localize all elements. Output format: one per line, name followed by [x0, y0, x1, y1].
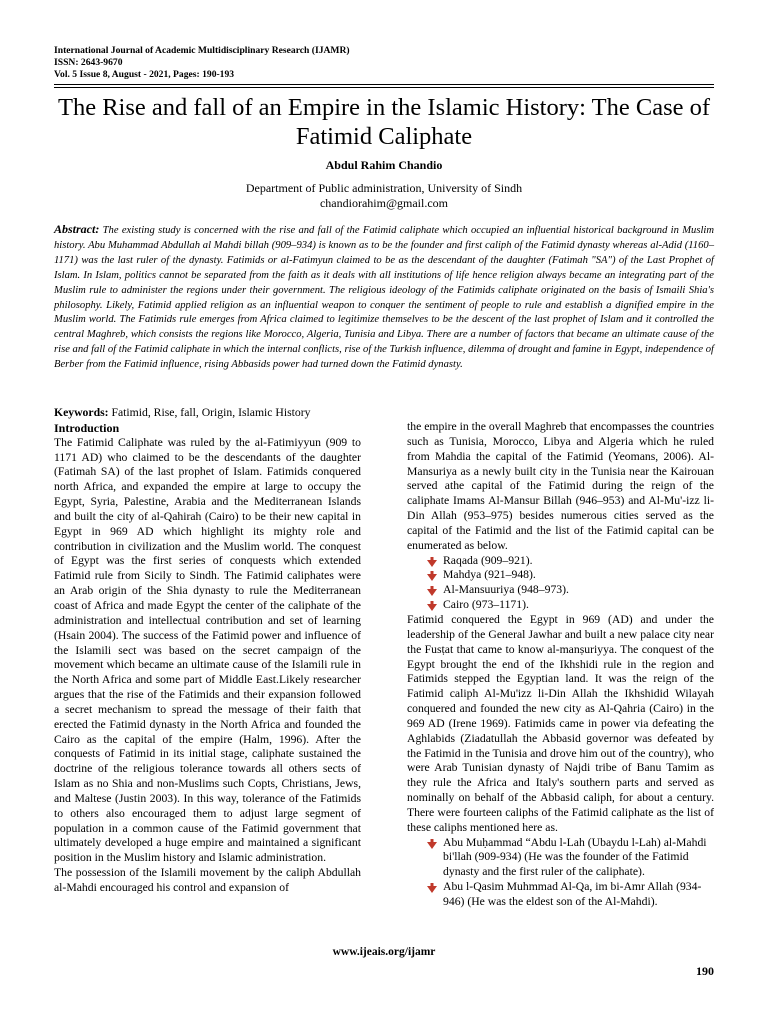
- arrow-bullet-icon: [427, 557, 437, 567]
- author-affiliation: [54, 181, 714, 211]
- caliph-item-text: Abu l-Qasim Muhmmad Al-Qa, im bi-Amr Allah (934-946) (He was the eldest son of the Al-Mahdi).: [443, 880, 702, 908]
- paper-title: The Rise and fall of an Empire in the Islamic History: The Case of Fatimid Caliphate: [57, 94, 711, 150]
- list-item: [407, 836, 714, 881]
- abstract-label: Abstract:: [54, 222, 100, 236]
- keywords-label: Keywords:: [54, 406, 109, 419]
- author-name: Abdul Rahim Chandio: [325, 158, 443, 172]
- arrow-bullet-icon: [427, 839, 437, 849]
- arrow-bullet-icon: [427, 586, 437, 596]
- intro-paragraph-2: The possession of the Islamili movement by the caliph Abdullah al-Mahdi encouraged his control and expansion of: [54, 866, 361, 894]
- arrow-bullet-icon: [427, 571, 437, 581]
- right-paragraph-2: Fatimid conquered the Egypt in 969 (AD) and under the leadership of the General Jawhar and built a new palace city near the Fusṭat that came to know al-manṣuriyya. The conquest of the Egypt brought the end of the Ikhshidi rule in the region and Fatimids stepped the Egyptian land. It was the reign of the Fatimid caliph Al-Mu'izz li-Din Allah the Ikhshidid Wilayah conquered and founded the new city as Al-Qahria (Cairo) in the 969 AD (Irene 1969). Fatimids came in power via defeating the Aghlabids (Ziadatullah the Abbasid governor was defeated by the Fatimid in the Tunisia and drove him out of the country), who were Arab Tunisian dynasty of Najdi tribe of Banu Tamim as they rule the Africa and Italy's southern parts and served as nominally on behalf of the Abbasid caliph, for about a century. There were fourteen caliphs of the Fatimid caliphate as the list of these caliphs mentioned here as.: [407, 612, 714, 834]
- affiliation-text: Department of Public administration, University of Sindh: [245, 181, 523, 195]
- capital-item-text: Mahdya (921–948).: [443, 568, 536, 582]
- abstract: [54, 222, 714, 373]
- footer-url[interactable]: www.ijeais.org/ijamr: [332, 946, 436, 958]
- right-paragraph-1: the empire in the overall Maghreb that encompasses the countries such as Tunisia, Morocco, Libya and Algeria which he ruled from Mahdia the capital of the Fatimid (Yeomans, 2006). Al-Mansuriya as a newly built city in the Tunisia near the Kairouan served athe capital of the Fatimid during the reign of the caliphate Imams Al-Mansur Billah (946–953) and Al-Mu'-izz li-Din Allah (953–975) besides numerous cities served as the capital of the Fatimid and the list of the Fatimid capital can be enumerated as below.: [407, 420, 714, 552]
- keywords: [54, 406, 361, 421]
- abstract-text: The existing study is concerned with the rise and fall of the Fatimid caliphate which occupied an influential historical background in Muslim history. Abu Muhammad Abdullah al Mahdi billah (909–934) is known as to be the founder and first caliph of the Fatimid dynasty whereas al-Adid (1160–1171) was the last ruler of the dynasty. Fatimids or al-Fatimyun claimed to be as the descendant of the daughter (Fatimah "SA") of the Last Prophet of Islam. In Islam, politics cannot be separated from the faith as it deals with all institutions of life hence religion always became an integrating part of the Muslim rule to administer the regions under their government. The religious ideology of the Fatimids caliphate originated on the basis of Ismaili Shia's philosophy. Likely, Fatimid applied religion as an influential weapon to conquer the sentiment of people to rule and establish a dignified empire in the Muslim world. The Fatimids rule emerges from Africa claimed to legitimize themselves to be the descent of the last prophet of Islam and it controlled the central Maghreb, which consists the regions like Morocco, Algeria, Tunisia and Libya. There are a number of factors that became an ultimate cause of the rise and fall of the Fatimid caliphate in which the internal conflicts, rise of the Turkish influence, dilemma of drought and famine in Egypt, independence of Berber from the Fatimid influence, rising Abbasids power had turned down the Fatimid dynasty.: [54, 225, 714, 371]
- header-rule-bottom: [54, 87, 714, 88]
- list-item: [407, 554, 714, 569]
- capital-item-text: Raqada (909–921).: [443, 553, 533, 567]
- list-item: [407, 568, 714, 583]
- left-column: [54, 406, 361, 896]
- capital-item-text: Cairo (973–1171).: [443, 598, 529, 612]
- caliph-item-text: Abu Muḥammad “Abdu l-Lah (Ubaydu l-Lah) al-Mahdi bi'llah (909-934) (He was the founder of the Fatimid dynasty and the first ruler of the caliphate).: [443, 835, 707, 879]
- journal-issn: ISSN: 2643-9670: [54, 57, 123, 69]
- arrow-bullet-icon: [427, 883, 437, 893]
- page-number: 190: [696, 964, 714, 978]
- header-rule-top: [54, 84, 714, 85]
- list-item: [407, 880, 714, 910]
- journal-name: International Journal of Academic Multidisciplinary Research (IJAMR): [54, 45, 350, 56]
- capital-item-text: Al-Mansuuriya (948–973).: [443, 583, 569, 597]
- caliphs-list: [407, 836, 714, 910]
- arrow-bullet-icon: [427, 601, 437, 611]
- list-item: [407, 583, 714, 598]
- intro-paragraph-1: The Fatimid Caliphate was ruled by the al-Fatimiyyun (909 to 1171 AD) who claimed to be the descendants of the daughter (Fatimah SA) of the last prophet of Islam. Fatimids conquered north Africa, and expanded the empire at large to occupy the Egypt, Syria, Palestine, Arabia and the Mediterranean Islands and built the city of al-Qahirah (Cairo) to be their new capital in Egypt in 969 AD which highlight its mighty role and contribution in civilization and the Muslim world. The conquest of Egypt was the first series of conquests which extended Fatimid rule from Sicily to Sindh. The Fatimid caliphates were an Arab origin of the Shia dynasty to rule the Mediterranean coast of Africa and made Egypt the center of the caliphate of the administration and intellectual contribution and set of learning (Hsain 2004). The success of the Fatimid power and influence of the Islamili sect was based on the secret campaign of the movement which became an ultimate cause of the Islamili rule in the North Africa and some part of Middle East.Likely researcher argues that the rise of the Fatimids and their expansion followed a secret mechanism to spread the message of their faith that erected the Fatimid dynasty in the North Africa and founded the Cairo as the capital of the empire (Halm, 1996). After the conquests of Fatimid in its initial stage, caliphate sustained the doctrine of the religious tolerance towards all others sects of Islam as no Shia and non-Muslims such Copts, Christians, Jews, and Maltese (Justin 2003). In this way, tolerance of the Fatimids to others also encouraged them to adjust large segment of population in a common cause of the Fatimid government that ultimately developed a huge empire and maintained a significant position in the Muslim history and Islamic administration.: [54, 435, 361, 865]
- journal-header: [54, 45, 714, 82]
- list-item: [407, 598, 714, 613]
- intro-heading: Introduction: [54, 420, 120, 435]
- author-email[interactable]: chandiorahim@gmail.com: [319, 196, 448, 210]
- right-column: [407, 420, 714, 910]
- journal-volume: Vol. 5 Issue 8, August - 2021, Pages: 190-193: [54, 69, 235, 81]
- capitals-list: [407, 554, 714, 613]
- keywords-text: Fatimid, Rise, fall, Origin, Islamic History: [111, 406, 311, 419]
